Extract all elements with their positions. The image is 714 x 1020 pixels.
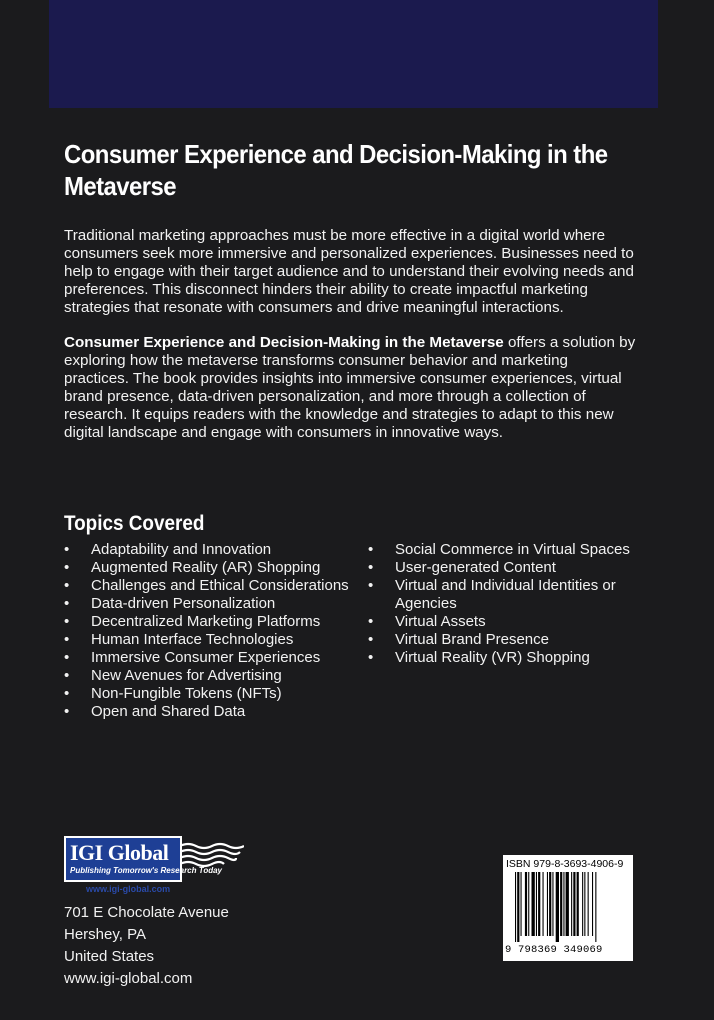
bullet-icon: • bbox=[64, 685, 70, 702]
barcode-bar bbox=[573, 872, 575, 936]
bullet-icon: • bbox=[64, 631, 70, 648]
topic-text: Virtual and Individual Identities or Agencies bbox=[395, 577, 616, 612]
topic-item bbox=[64, 703, 364, 721]
topic-text: Challenges and Ethical Considerations bbox=[91, 577, 349, 594]
bullet-icon: • bbox=[64, 613, 70, 630]
address-line-1: 701 E Chocolate Avenue bbox=[64, 904, 229, 921]
barcode-bar bbox=[517, 872, 519, 942]
topic-text: Virtual Assets bbox=[395, 613, 486, 630]
description-paragraph-2 bbox=[64, 334, 636, 442]
bullet-icon: • bbox=[368, 541, 374, 558]
barcode-bar bbox=[582, 872, 583, 936]
logo-waves-icon bbox=[180, 842, 244, 872]
cover-top-band bbox=[49, 0, 658, 108]
bullet-icon: • bbox=[368, 631, 374, 648]
barcode-bar bbox=[528, 872, 529, 936]
topic-text: Adaptability and Innovation bbox=[91, 541, 272, 558]
topic-text: Virtual Brand Presence bbox=[395, 631, 549, 648]
bullet-icon: • bbox=[64, 541, 70, 558]
topic-item bbox=[64, 685, 364, 703]
isbn-label: ISBN 979-8-3693-4906-9 bbox=[506, 858, 624, 870]
bullet-icon: • bbox=[368, 577, 374, 594]
barcode-bar bbox=[588, 872, 589, 936]
publisher-logo bbox=[64, 836, 244, 894]
topic-text: Decentralized Marketing Platforms bbox=[91, 613, 321, 630]
address-line-3: United States bbox=[64, 948, 155, 965]
topics-heading: Topics Covered bbox=[64, 512, 205, 535]
description-book-title: Consumer Experience and Decision-Making in the Metaverse bbox=[64, 334, 504, 351]
barcode-bar bbox=[571, 872, 572, 936]
topic-item bbox=[368, 559, 668, 577]
barcode-bar bbox=[536, 872, 537, 936]
topic-item bbox=[368, 631, 668, 649]
logo-name: IGI Global bbox=[70, 840, 169, 865]
bullet-icon: • bbox=[64, 649, 70, 666]
barcode-bar bbox=[563, 872, 564, 936]
book-title: Consumer Experience and Decision-Making in the Metaverse bbox=[64, 139, 608, 201]
topic-item bbox=[368, 649, 668, 667]
barcode-bar bbox=[547, 872, 548, 936]
topic-item bbox=[64, 631, 364, 649]
barcode-number: 9 798369 349069 bbox=[505, 944, 603, 956]
topic-item bbox=[64, 613, 364, 631]
bullet-icon: • bbox=[64, 559, 70, 576]
barcode-bar bbox=[592, 872, 593, 936]
topic-item bbox=[64, 541, 364, 559]
topic-text: Augmented Reality (AR) Shopping bbox=[91, 559, 321, 576]
bullet-icon: • bbox=[368, 649, 374, 666]
bullet-icon: • bbox=[64, 577, 70, 594]
topic-text: Immersive Consumer Experiences bbox=[91, 649, 321, 666]
barcode-bar bbox=[549, 872, 551, 936]
bullet-icon: • bbox=[368, 559, 374, 576]
topic-text: Virtual Reality (VR) Shopping bbox=[395, 649, 590, 666]
topic-item bbox=[368, 577, 668, 613]
topic-text: Social Commerce in Virtual Spaces bbox=[395, 541, 630, 558]
barcode-bar bbox=[577, 872, 579, 936]
topic-text: Open and Shared Data bbox=[91, 703, 246, 720]
isbn-barcode bbox=[503, 855, 633, 961]
bullet-icon: • bbox=[368, 613, 374, 630]
topic-text: Human Interface Technologies bbox=[91, 631, 294, 648]
logo-box bbox=[64, 836, 223, 882]
topic-item bbox=[64, 559, 364, 577]
barcode-bar bbox=[538, 872, 540, 936]
barcode-bar bbox=[566, 872, 569, 936]
topic-item bbox=[368, 541, 668, 559]
topic-item bbox=[64, 595, 364, 613]
topic-text: New Avenues for Advertising bbox=[91, 667, 282, 684]
barcode-bar bbox=[543, 872, 544, 936]
topics-list-left bbox=[64, 541, 364, 721]
barcode-bar bbox=[521, 872, 522, 936]
topic-text: User-generated Content bbox=[395, 559, 556, 576]
barcode-bar bbox=[560, 872, 562, 936]
barcode-bar bbox=[556, 872, 559, 942]
logo-tagline: Publishing Tomorrow's Research Today bbox=[70, 866, 223, 875]
barcode-bar bbox=[515, 872, 516, 942]
topic-item bbox=[64, 577, 364, 595]
topic-text: Non-Fungible Tokens (NFTs) bbox=[91, 685, 282, 702]
barcode-bars bbox=[515, 872, 623, 942]
publisher-address bbox=[64, 902, 229, 990]
logo-url: www.igi-global.com bbox=[86, 884, 171, 894]
topic-text: Data-driven Personalization bbox=[91, 595, 276, 612]
barcode-bar bbox=[532, 872, 535, 936]
topic-item bbox=[368, 613, 668, 631]
address-line-2: Hershey, PA bbox=[64, 926, 146, 943]
barcode-bar bbox=[552, 872, 553, 936]
topic-item bbox=[64, 667, 364, 685]
barcode-bar bbox=[595, 872, 596, 942]
description-paragraph-1: Traditional marketing approaches must be more effective in a digital world where consumers seek more immersive and personalized experiences. Businesses need to help to engage with their target audience and to understand their evolving needs and preferences. This disconnect hinders their ability to create impactful marketing strategies that resonate with consumers and drive meaningful interactions. bbox=[64, 227, 634, 316]
bullet-icon: • bbox=[64, 703, 70, 720]
publisher-website: www.igi-global.com bbox=[64, 970, 193, 987]
topics-list-right bbox=[368, 541, 668, 667]
barcode-bar bbox=[584, 872, 585, 936]
barcode-bar bbox=[525, 872, 527, 936]
bullet-icon: • bbox=[64, 595, 70, 612]
topic-item bbox=[64, 649, 364, 667]
bullet-icon: • bbox=[64, 667, 70, 684]
description-paragraph-2-text: offers a solution by exploring how the metaverse transforms consumer behavior and marketing practices. The book provides insights into immersive consumer experiences, virtual brand presence, data-driven personalization, and more through a collection of research. It equips readers with the knowledge and strategies to adapt to this new digital landscape and engage with consumers in innovative ways. bbox=[64, 334, 636, 441]
